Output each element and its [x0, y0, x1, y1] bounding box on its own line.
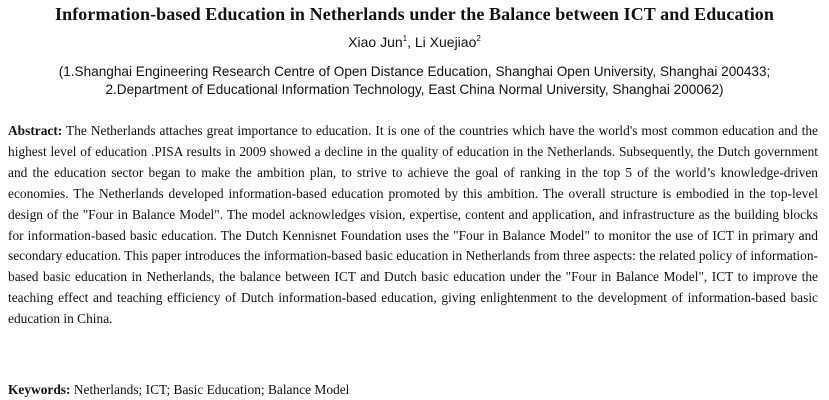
abstract-label: Abstract:	[8, 123, 63, 138]
keywords-text: Netherlands; ICT; Basic Education; Balance Model	[73, 382, 350, 397]
author-name: Li Xuejiao	[414, 34, 477, 50]
paper-title: Information-based Education in Netherlands under the Balance between ICT and Education	[54, 4, 775, 24]
keywords-line	[8, 381, 818, 399]
affiliation-line: (1.Shanghai Engineering Research Centre of Open Distance Education, Shanghai Open University, Shanghai 200433;	[58, 64, 771, 79]
author-line	[0, 33, 829, 51]
keywords-label: Keywords:	[8, 382, 71, 397]
affiliation-mark: 2	[476, 34, 481, 43]
author-name: Xiao Jun	[348, 34, 403, 50]
abstract-paragraph	[8, 121, 818, 330]
abstract-text: The Netherlands attaches great importance to education. It is one of the countries which have the world's most common education and the highest level of education .PISA results in 2009 showed a decline in the quality of education in the Netherlands. Subsequently, the Dutch government and the education sector began to make the ambition plan, to strive to achieve the goal of ranking in the top 5 of the world’s knowledge-driven economies. The Netherlands developed information-based education promoted by this ambition. The overall structure is embodied in the top-level design of the "Four in Balance Model". The model acknowledges vision, expertise, content and application, and infrastructure as the building blocks for information-based basic education. The Dutch Kennisnet Foundation uses the "Four in Balance Model" to monitor the use of ICT in primary and secondary education. This paper introduces the information-based basic education in Netherlands from three aspects: the related policy of information-based basic education in Netherlands, the balance between ICT and Dutch basic education under the "Four in Balance Model", ICT to improve the teaching effect and teaching efficiency of Dutch information-based education, giving enlightenment to the development of information-based basic education in China.	[8, 123, 818, 327]
affiliation-line: 2.Department of Educational Information Technology, East China Normal University, Shanghai 200062)	[105, 82, 724, 97]
author-separator: ,	[407, 34, 415, 50]
affiliation-mark: 1	[402, 34, 408, 43]
